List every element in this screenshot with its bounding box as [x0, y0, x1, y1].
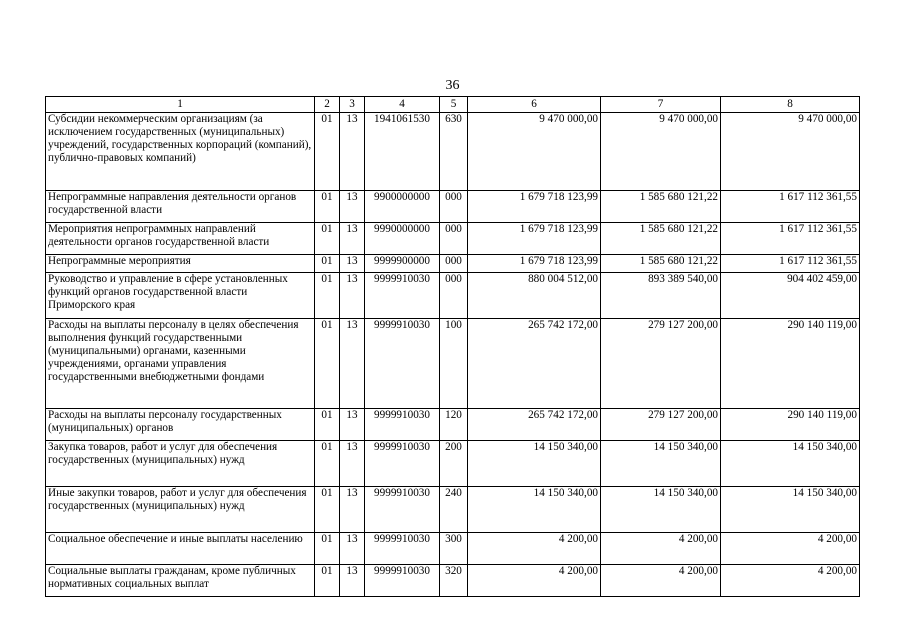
row-expense-type-code: 000	[440, 191, 468, 223]
row-target-code: 9999910030	[365, 487, 440, 533]
table-row	[46, 223, 860, 255]
row-section-code: 01	[315, 487, 340, 533]
column-header: 1	[46, 97, 315, 113]
row-amount-col6: 265 742 172,00	[468, 409, 601, 441]
row-amount-col7: 1 585 680 121,22	[601, 255, 721, 273]
row-expense-type-code: 000	[440, 255, 468, 273]
page-number: 36	[445, 78, 460, 93]
column-header: 7	[601, 97, 721, 113]
row-subsection-code: 13	[340, 565, 365, 597]
row-amount-col8: 9 470 000,00	[721, 113, 860, 191]
row-amount-col8: 290 140 119,00	[721, 409, 860, 441]
row-amount-col7: 9 470 000,00	[601, 113, 721, 191]
row-target-code: 9999910030	[365, 441, 440, 487]
row-section-code: 01	[315, 409, 340, 441]
row-subsection-code: 13	[340, 487, 365, 533]
column-header: 5	[440, 97, 468, 113]
row-name: Социальное обеспечение и иные выплаты населению	[46, 533, 315, 565]
row-subsection-code: 13	[340, 255, 365, 273]
row-section-code: 01	[315, 319, 340, 409]
row-expense-type-code: 100	[440, 319, 468, 409]
row-name: Расходы на выплаты персоналу государственных (муниципальных) органов	[46, 409, 315, 441]
row-amount-col7: 1 585 680 121,22	[601, 191, 721, 223]
row-amount-col7: 1 585 680 121,22	[601, 223, 721, 255]
row-target-code: 9999900000	[365, 255, 440, 273]
table-row	[46, 487, 860, 533]
row-amount-col6: 14 150 340,00	[468, 487, 601, 533]
table-header-row	[46, 97, 860, 113]
row-name: Социальные выплаты гражданам, кроме публичных нормативных социальных выплат	[46, 565, 315, 597]
row-target-code: 9990000000	[365, 223, 440, 255]
row-subsection-code: 13	[340, 409, 365, 441]
row-name: Непрограммные мероприятия	[46, 255, 315, 273]
column-header: 3	[340, 97, 365, 113]
row-section-code: 01	[315, 113, 340, 191]
table-row	[46, 441, 860, 487]
column-header: 6	[468, 97, 601, 113]
table-row	[46, 409, 860, 441]
row-subsection-code: 13	[340, 441, 365, 487]
row-expense-type-code: 200	[440, 441, 468, 487]
row-section-code: 01	[315, 191, 340, 223]
row-expense-type-code: 320	[440, 565, 468, 597]
table-row	[46, 273, 860, 319]
row-name: Руководство и управление в сфере установленных функций органов государственной власти Приморского края	[46, 273, 315, 319]
row-amount-col8: 290 140 119,00	[721, 319, 860, 409]
row-name: Расходы на выплаты персоналу в целях обеспечения выполнения функций государственными (муниципальными) органами, казенными учреждениями, органами управления государственными внебюджетными фондами	[46, 319, 315, 409]
row-target-code: 9999910030	[365, 409, 440, 441]
row-name: Закупка товаров, работ и услуг для обеспечения государственных (муниципальных) нужд	[46, 441, 315, 487]
table-row	[46, 255, 860, 273]
row-amount-col8: 1 617 112 361,55	[721, 191, 860, 223]
row-name: Субсидии некоммерческим организациям (за исключением государственных (муниципальных) учреждений, государственных корпораций (компаний), публично-правовых компаний)	[46, 113, 315, 191]
row-amount-col7: 279 127 200,00	[601, 319, 721, 409]
row-section-code: 01	[315, 273, 340, 319]
row-amount-col6: 265 742 172,00	[468, 319, 601, 409]
row-amount-col8: 1 617 112 361,55	[721, 255, 860, 273]
budget-table	[45, 96, 860, 597]
row-section-code: 01	[315, 565, 340, 597]
row-subsection-code: 13	[340, 273, 365, 319]
row-subsection-code: 13	[340, 191, 365, 223]
row-amount-col8: 4 200,00	[721, 533, 860, 565]
row-target-code: 1941061530	[365, 113, 440, 191]
row-expense-type-code: 000	[440, 273, 468, 319]
row-amount-col8: 1 617 112 361,55	[721, 223, 860, 255]
row-subsection-code: 13	[340, 319, 365, 409]
row-target-code: 9999910030	[365, 319, 440, 409]
row-amount-col7: 279 127 200,00	[601, 409, 721, 441]
table-row	[46, 191, 860, 223]
row-amount-col6: 9 470 000,00	[468, 113, 601, 191]
row-target-code: 9999910030	[365, 273, 440, 319]
row-expense-type-code: 000	[440, 223, 468, 255]
row-target-code: 9999910030	[365, 533, 440, 565]
row-amount-col7: 4 200,00	[601, 565, 721, 597]
row-subsection-code: 13	[340, 533, 365, 565]
row-name: Иные закупки товаров, работ и услуг для обеспечения государственных (муниципальных) нужд	[46, 487, 315, 533]
row-amount-col6: 4 200,00	[468, 565, 601, 597]
row-name: Мероприятия непрограммных направлений деятельности органов государственной власти	[46, 223, 315, 255]
row-amount-col6: 4 200,00	[468, 533, 601, 565]
table-row	[46, 319, 860, 409]
row-subsection-code: 13	[340, 223, 365, 255]
row-amount-col8: 904 402 459,00	[721, 273, 860, 319]
row-expense-type-code: 240	[440, 487, 468, 533]
row-amount-col7: 4 200,00	[601, 533, 721, 565]
row-amount-col8: 14 150 340,00	[721, 441, 860, 487]
row-amount-col7: 14 150 340,00	[601, 487, 721, 533]
row-expense-type-code: 300	[440, 533, 468, 565]
row-amount-col6: 880 004 512,00	[468, 273, 601, 319]
row-section-code: 01	[315, 255, 340, 273]
row-amount-col6: 1 679 718 123,99	[468, 255, 601, 273]
row-subsection-code: 13	[340, 113, 365, 191]
row-amount-col6: 1 679 718 123,99	[468, 223, 601, 255]
row-amount-col6: 14 150 340,00	[468, 441, 601, 487]
row-amount-col8: 4 200,00	[721, 565, 860, 597]
row-expense-type-code: 630	[440, 113, 468, 191]
table-row	[46, 533, 860, 565]
table-row	[46, 113, 860, 191]
row-amount-col7: 893 389 540,00	[601, 273, 721, 319]
row-target-code: 9999910030	[365, 565, 440, 597]
row-amount-col7: 14 150 340,00	[601, 441, 721, 487]
row-target-code: 9900000000	[365, 191, 440, 223]
row-section-code: 01	[315, 223, 340, 255]
column-header: 4	[365, 97, 440, 113]
row-section-code: 01	[315, 441, 340, 487]
row-expense-type-code: 120	[440, 409, 468, 441]
row-section-code: 01	[315, 533, 340, 565]
column-header: 8	[721, 97, 860, 113]
table-row	[46, 565, 860, 597]
row-amount-col6: 1 679 718 123,99	[468, 191, 601, 223]
row-amount-col8: 14 150 340,00	[721, 487, 860, 533]
row-name: Непрограммные направления деятельности органов государственной власти	[46, 191, 315, 223]
column-header: 2	[315, 97, 340, 113]
